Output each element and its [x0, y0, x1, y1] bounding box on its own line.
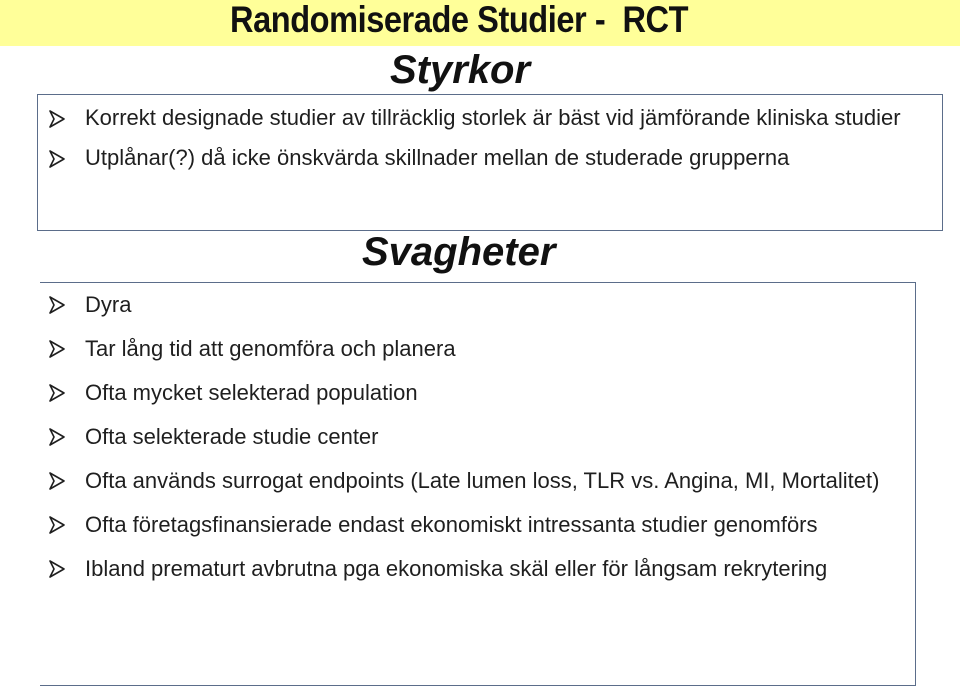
- arrow-bullet-icon: [49, 560, 65, 578]
- arrow-bullet-icon: [49, 110, 65, 128]
- weaknesses-list: [37, 286, 937, 594]
- list-item-text: Dyra: [85, 292, 132, 317]
- arrow-bullet-icon: [49, 296, 65, 314]
- list-item: [37, 140, 917, 176]
- list-item-text: Korrekt designade studier av tillräcklig storlek är bäst vid jämförande kliniska studier: [85, 105, 901, 130]
- strengths-list: [37, 100, 917, 180]
- list-item-text: Utplånar(?) då icke önskvärda skillnader mellan de studerade grupperna: [85, 145, 790, 170]
- arrow-bullet-icon: [49, 428, 65, 446]
- list-item-text: Ofta mycket selekterad population: [85, 380, 418, 405]
- arrow-bullet-icon: [49, 472, 65, 490]
- list-item-text: Ibland prematurt avbrutna pga ekonomiska skäl eller för långsam rekrytering: [85, 556, 828, 581]
- list-item: [37, 550, 937, 588]
- arrow-bullet-icon: [49, 384, 65, 402]
- list-item: [37, 462, 937, 500]
- list-item-text: Ofta selekterade studie center: [85, 424, 379, 449]
- list-item: [37, 330, 937, 368]
- list-item: [37, 418, 937, 456]
- list-item: [37, 100, 917, 136]
- list-item-text: Tar lång tid att genomföra och planera: [85, 336, 456, 361]
- list-item: [37, 374, 937, 412]
- list-item-text: Ofta företagsfinansierade endast ekonomiskt intressanta studier genomförs: [85, 512, 818, 537]
- list-item-text: Ofta används surrogat endpoints (Late lumen loss, TLR vs. Angina, MI, Mortalitet): [85, 468, 880, 493]
- list-item: [37, 286, 937, 324]
- weaknesses-heading: Svagheter: [362, 230, 556, 274]
- list-item: [37, 506, 937, 544]
- slide-title: Randomiserade Studier - RCT: [230, 0, 689, 40]
- arrow-bullet-icon: [49, 150, 65, 168]
- strengths-heading: Styrkor: [390, 48, 531, 92]
- arrow-bullet-icon: [49, 340, 65, 358]
- arrow-bullet-icon: [49, 516, 65, 534]
